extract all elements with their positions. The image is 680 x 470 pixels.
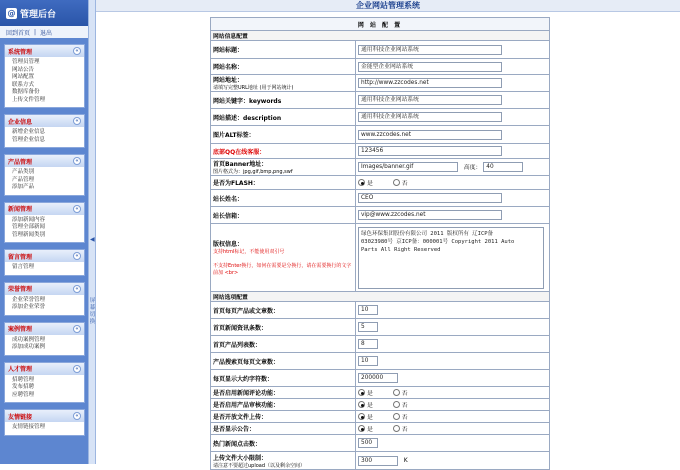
sidebar-item[interactable]: 企业荣誉管理 <box>12 296 46 303</box>
flash-label: 是否为FLASH： <box>211 176 356 190</box>
keywords-input[interactable]: 通用科技企业网站系统 <box>358 95 502 105</box>
option-yes-label: 是 <box>367 415 373 421</box>
option-label: 每页显示大约字符数： <box>211 370 356 387</box>
option-no-radio[interactable] <box>393 425 400 432</box>
sidebar <box>0 0 88 464</box>
logout-link[interactable]: 退出 <box>40 29 53 37</box>
sidebar-group-title: 留言管理 <box>8 253 33 261</box>
sidebar-item[interactable]: 新增企业信息 <box>12 129 46 135</box>
banner-height-label: 高度： <box>463 164 482 171</box>
sidebar-group-items <box>5 335 84 355</box>
option-input[interactable]: 10 <box>358 305 378 315</box>
option-yes-label: 是 <box>367 427 373 433</box>
sidebar-group-header[interactable] <box>5 250 84 262</box>
sidebar-item[interactable]: 成功案例管理 <box>12 336 46 343</box>
sidebar-group-title: 系统管理 <box>8 48 33 56</box>
sidebar-item[interactable]: 产品管理 <box>12 176 35 183</box>
splitter-label[interactable]: 屏幕切换 <box>89 298 96 325</box>
alt-input[interactable]: www.zzcodes.net <box>358 130 502 140</box>
sidebar-item[interactable]: 联系方式 <box>12 81 35 88</box>
sidebar-group-header[interactable] <box>5 283 84 295</box>
sidebar-group-title: 产品管理 <box>8 158 33 166</box>
alt-label: 图片ALT标签： <box>211 126 356 144</box>
sidebar-group <box>4 44 85 108</box>
sidebar-group-items <box>5 127 84 147</box>
upload-limit-title: 上传文件大小限制： <box>213 454 268 462</box>
radio-option-label: 是否显示公告： <box>211 423 356 435</box>
sidebar-item[interactable]: 管理企业信息 <box>12 136 46 143</box>
option-label: 首页新闻资讯条数： <box>211 319 356 336</box>
sidebar-item[interactable]: 管理全部新闻 <box>12 224 46 230</box>
sidebar-group <box>4 154 85 196</box>
site-name-label: 网站名称： <box>211 59 356 75</box>
owner-input[interactable]: CEO <box>358 193 502 203</box>
option-yes-radio[interactable] <box>358 413 365 420</box>
sidebar-group-title: 友情链接 <box>8 413 33 421</box>
option-yes-radio[interactable] <box>358 425 365 432</box>
logo <box>0 0 88 26</box>
sidebar-item[interactable]: 网站配置 <box>12 74 35 80</box>
sidebar-item[interactable]: 管理新闻类别 <box>12 231 46 238</box>
banner-hint: 图片格式为：jpg,gif,bmp,png,swf <box>213 169 293 175</box>
option-input[interactable]: 10 <box>358 356 378 366</box>
sidebar-item[interactable]: 管理员管理 <box>12 59 40 65</box>
sidebar-group-title: 案例管理 <box>8 326 33 333</box>
sidebar-item[interactable]: 上传文件管理 <box>12 96 46 103</box>
upload-limit-input[interactable]: 300 <box>358 456 398 466</box>
form-header: 网 站 配 置 <box>211 18 550 31</box>
collapse-toggle-icon[interactable]: « <box>73 252 81 260</box>
screen-splitter[interactable] <box>88 0 96 464</box>
qq-input[interactable]: 123456 <box>358 146 502 156</box>
sidebar-group-header[interactable] <box>5 410 84 422</box>
link-separator: | <box>34 28 37 36</box>
sidebar-group <box>4 249 85 276</box>
sidebar-group-items <box>5 262 84 275</box>
sidebar-group-header[interactable] <box>5 323 84 335</box>
banner-height-input[interactable]: 40 <box>483 162 523 172</box>
option-label: 首页产品列表数： <box>211 336 356 353</box>
flash-no-radio[interactable] <box>393 179 400 186</box>
option-label: 首页每页产品或文章数： <box>211 302 356 319</box>
collapse-toggle-icon[interactable]: « <box>73 325 81 333</box>
copyright-line: 03023980号 京ICP备：000001号 Copyright 2011 Auto <box>361 238 515 245</box>
option-no-radio[interactable] <box>393 401 400 408</box>
option-no-label: 否 <box>401 403 408 409</box>
sidebar-group-title: 人才管理 <box>8 366 33 373</box>
sidebar-group <box>4 202 85 244</box>
option-no-radio[interactable] <box>393 413 400 420</box>
sidebar-group <box>4 362 85 404</box>
collapse-arrow-icon[interactable]: ◀ <box>90 236 95 243</box>
sidebar-group-title: 新闻管理 <box>8 206 33 213</box>
radio-option-label: 是否启用产品审核功能： <box>211 399 356 411</box>
banner-label <box>211 159 356 176</box>
site-name-input[interactable]: 金能型企业网站系统 <box>358 62 502 72</box>
flash-yes-radio[interactable] <box>358 179 365 186</box>
flash-yes-label: 是 <box>367 181 373 187</box>
sidebar-item[interactable]: 添加新闻内容 <box>12 216 46 223</box>
sidebar-item[interactable]: 添加成功案例 <box>12 344 46 350</box>
owner-label: 站长姓名： <box>211 190 356 207</box>
option-yes-label: 是 <box>367 403 373 409</box>
option-no-label: 否 <box>401 391 408 397</box>
home-link[interactable]: 回到首页 <box>6 29 31 37</box>
collapse-toggle-icon[interactable]: « <box>73 47 81 55</box>
sidebar-group <box>4 322 85 356</box>
sidebar-group-title: 企业信息 <box>8 118 33 126</box>
sidebar-item[interactable]: 应聘管理 <box>12 391 35 398</box>
collapse-toggle-icon[interactable]: « <box>73 157 81 165</box>
option-label: 产品搜索页每页文章数： <box>211 353 356 370</box>
qq-label: 底部QQ在线客服： <box>211 144 356 159</box>
option-no-radio[interactable] <box>393 389 400 396</box>
email-input[interactable]: vip@www.zzcodes.net <box>358 210 502 220</box>
page-title: 企业网站管理系统 <box>96 0 680 12</box>
top-links <box>0 26 88 38</box>
site-url-label <box>211 75 356 92</box>
site-title-label: 网站标题： <box>211 41 356 59</box>
section-site-info: 网站信息配置 <box>211 31 550 41</box>
sidebar-group-header[interactable] <box>5 115 84 127</box>
collapse-toggle-icon[interactable]: « <box>73 205 81 213</box>
option-yes-radio[interactable] <box>358 389 365 396</box>
banner-input[interactable]: Images/banner.gif <box>358 162 458 172</box>
radio-option-label: 是否开放文件上传： <box>211 411 356 423</box>
site-url-input[interactable]: http://www.zzcodes.net <box>358 78 502 88</box>
sidebar-group-items <box>5 375 84 403</box>
sidebar-item[interactable]: 发布招聘 <box>12 384 35 390</box>
upload-limit-unit: K <box>403 458 408 464</box>
upload-limit-label <box>211 452 356 470</box>
sidebar-group-items <box>5 57 84 107</box>
sidebar-group <box>4 282 85 316</box>
keywords-label: 网站关键字：keywords <box>211 92 356 109</box>
sidebar-group-header[interactable] <box>5 203 84 215</box>
main-content <box>96 0 680 469</box>
sidebar-item[interactable]: 友情链接管理 <box>12 424 46 430</box>
collapse-toggle-icon[interactable]: « <box>73 412 81 420</box>
copyright-hint-1: 支持html标记，不能使用双引号 <box>213 249 285 255</box>
logo-text: 管理后台 <box>20 9 57 20</box>
option-yes-label: 是 <box>367 391 373 397</box>
email-label: 站长信箱： <box>211 207 356 224</box>
sidebar-item[interactable]: 网站公告 <box>12 66 35 73</box>
copyright-title: 版权信息： <box>213 241 244 248</box>
collapse-toggle-icon[interactable]: « <box>73 365 81 373</box>
sidebar-group-items <box>5 422 84 435</box>
sidebar-item[interactable]: 添加企业荣誉 <box>12 304 46 310</box>
section-site-options: 网站选项配置 <box>211 292 550 302</box>
collapse-toggle-icon[interactable]: « <box>73 117 81 125</box>
sidebar-group-items <box>5 215 84 243</box>
sidebar-group-items <box>5 295 84 315</box>
sidebar-item[interactable]: 产品类别 <box>12 169 35 175</box>
option-no-label: 否 <box>401 427 408 433</box>
option-input[interactable]: 200000 <box>358 373 398 383</box>
flash-no-label: 否 <box>401 181 408 187</box>
option-input[interactable]: 5 <box>358 322 378 332</box>
sidebar-group <box>4 114 85 148</box>
copyright-line: 绿色环保集团股份有限公司 2011 版权所有 辽ICP备 <box>361 230 494 237</box>
copyright-hint-2: 不支持Enter换行，如何在需要是分换行，请在需要换行的文字前加 <br> <box>213 263 352 276</box>
sidebar-group-header[interactable] <box>5 155 84 167</box>
collapse-toggle-icon[interactable]: « <box>73 285 81 293</box>
sidebar-group-items <box>5 167 84 195</box>
copyright-label <box>211 224 356 292</box>
option-yes-radio[interactable] <box>358 401 365 408</box>
sidebar-group-header[interactable] <box>5 363 84 375</box>
sidebar-item[interactable]: 添加产品 <box>12 184 35 190</box>
option-input[interactable]: 8 <box>358 339 378 349</box>
option-no-label: 否 <box>401 415 408 421</box>
banner-title: 首页Banner地址： <box>213 161 268 168</box>
copyright-line: Parts All Right Reserved <box>361 246 441 253</box>
sidebar-item[interactable]: 留言管理 <box>12 264 35 270</box>
sidebar-group <box>4 409 85 436</box>
logo-mark: @ <box>7 8 16 18</box>
radio-option-label: 是否启用新闻评论功能： <box>211 387 356 399</box>
config-form <box>210 17 550 470</box>
site-url-title: 网站地址： <box>213 77 244 84</box>
sidebar-item[interactable]: 数据库备份 <box>12 89 40 95</box>
site-url-hint: 请填写完整URL地址 (用于网站统计) <box>213 85 294 91</box>
sidebar-group-header[interactable] <box>5 45 84 57</box>
description-input[interactable]: 通用科技企业网站系统 <box>358 112 502 122</box>
description-label: 网站描述：description <box>211 109 356 126</box>
copyright-textarea[interactable] <box>358 227 544 289</box>
hot-clicks-input[interactable]: 500 <box>358 438 378 448</box>
sidebar-groups <box>0 44 88 436</box>
site-title-input[interactable]: 通用科技企业网站系统 <box>358 45 502 55</box>
sidebar-group-title: 荣誉管理 <box>8 286 33 293</box>
hot-clicks-label: 热门新闻点击数： <box>211 435 356 452</box>
upload-limit-hint: 请注意不要超过upload（以及剩余空间） <box>213 462 306 469</box>
sidebar-item[interactable]: 招聘管理 <box>12 376 35 383</box>
